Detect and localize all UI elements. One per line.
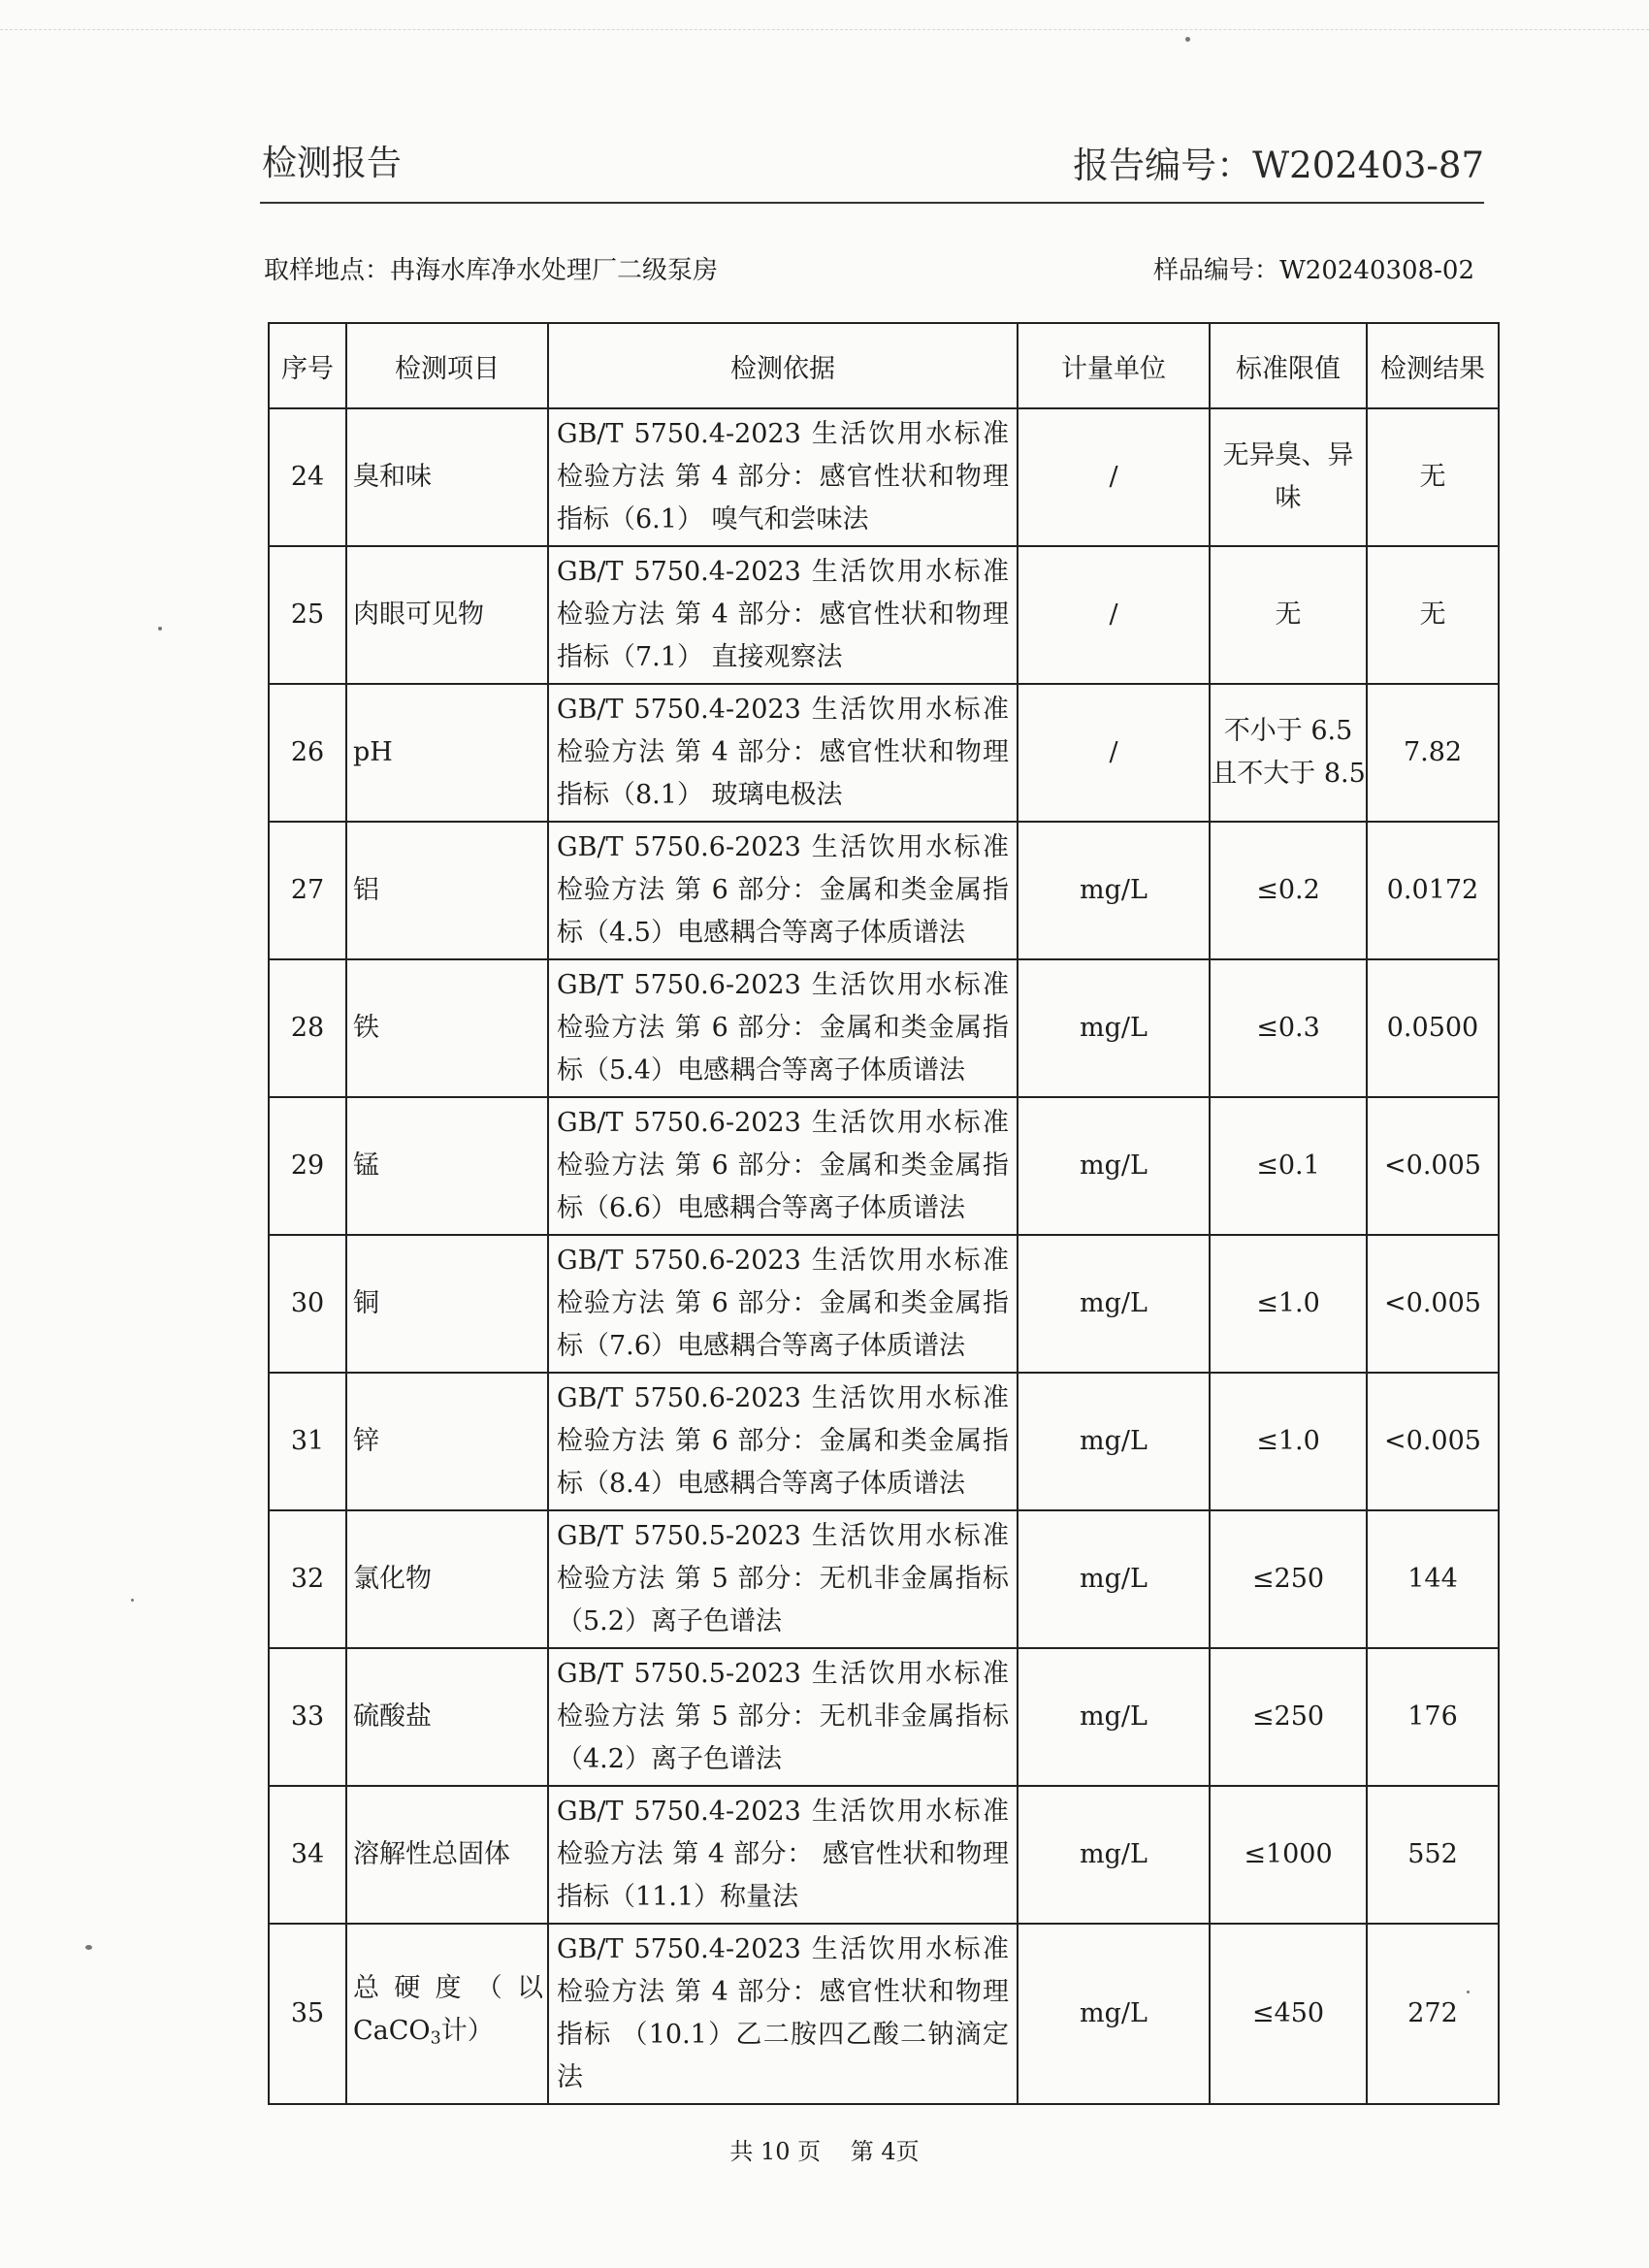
column-header-no: 序号 [269,323,346,408]
test-result: 552 [1367,1786,1499,1924]
unit: mg/L [1018,1648,1210,1786]
test-method: GB/T 5750.5-2023 生活饮用水标准检验方法 第 5 部分：无机非金属指标（4.2）离子色谱法 [548,1648,1018,1786]
row-number: 35 [269,1924,346,2104]
row-number: 26 [269,684,346,822]
unit: mg/L [1018,1373,1210,1510]
table-row [269,1235,1499,1373]
unit: mg/L [1018,1510,1210,1648]
report-number-label: 报告编号： [1073,145,1253,186]
test-item: 锰 [346,1097,548,1235]
test-item: 锌 [346,1373,548,1510]
unit: mg/L [1018,1097,1210,1235]
scan-speck [158,627,162,631]
sampling-location-label: 取样地点： [264,256,391,285]
test-result: 176 [1367,1648,1499,1786]
test-item [346,1924,548,2104]
column-header-result: 检测结果 [1367,323,1499,408]
sample-number [1153,250,1474,286]
sampling-location [264,250,718,286]
test-result: <0.005 [1367,1097,1499,1235]
test-result: 0.0500 [1367,959,1499,1097]
row-number: 34 [269,1786,346,1924]
header-divider [260,202,1484,204]
total-pages: 共 10 页 [729,2138,822,2165]
row-number: 28 [269,959,346,1097]
test-method: GB/T 5750.6-2023 生活饮用水标准检验方法 第 6 部分：金属和类金属指标（5.4）电感耦合等离子体质谱法 [548,959,1018,1097]
scan-speck [1185,37,1190,42]
standard-limit: ≤0.1 [1210,1097,1367,1235]
test-method: GB/T 5750.6-2023 生活饮用水标准检验方法 第 6 部分：金属和类金属指标（6.6）电感耦合等离子体质谱法 [548,1097,1018,1235]
scan-speck [131,1599,134,1602]
column-header-unit: 计量单位 [1018,323,1210,408]
table-row [269,1373,1499,1510]
test-item-prefix: 总硬度（以 CaCO [353,1973,543,2047]
unit: mg/L [1018,959,1210,1097]
standard-limit: ≤250 [1210,1510,1367,1648]
row-number: 30 [269,1235,346,1373]
unit: / [1018,408,1210,546]
unit: / [1018,546,1210,684]
table-row [269,408,1499,546]
test-item: 氯化物 [346,1510,548,1648]
column-header-method: 检测依据 [548,323,1018,408]
scan-speck [1467,1991,1470,1993]
standard-limit: ≤1.0 [1210,1235,1367,1373]
column-header-limit: 标准限值 [1210,323,1367,408]
sample-number-label: 样品编号： [1153,256,1280,285]
test-item: 铁 [346,959,548,1097]
test-item: 溶解性总固体 [346,1786,548,1924]
test-method: GB/T 5750.4-2023 生活饮用水标准检验方法 第 4 部分：感官性状和物理指标 （10.1）乙二胺四乙酸二钠滴定法 [548,1924,1018,2104]
test-item: pH [346,684,548,822]
test-method: GB/T 5750.5-2023 生活饮用水标准检验方法 第 5 部分：无机非金属指标（5.2）离子色谱法 [548,1510,1018,1648]
standard-limit: ≤450 [1210,1924,1367,2104]
table-row [269,1786,1499,1924]
table-row [269,546,1499,684]
report-number [1073,136,1484,188]
document-title: 检测报告 [262,144,403,183]
standard-limit: ≤1.0 [1210,1373,1367,1510]
table-row [269,1924,1499,2104]
test-result: 7.82 [1367,684,1499,822]
test-method: GB/T 5750.6-2023 生活饮用水标准检验方法 第 6 部分：金属和类金属指标（8.4）电感耦合等离子体质谱法 [548,1373,1018,1510]
page-footer [0,2132,1649,2166]
test-method: GB/T 5750.4-2023 生活饮用水标准检验方法 第 4 部分： 感官性状和物理指标（11.1）称量法 [548,1786,1018,1924]
test-method: GB/T 5750.6-2023 生活饮用水标准检验方法 第 6 部分：金属和类金属指标（7.6）电感耦合等离子体质谱法 [548,1235,1018,1373]
current-page: 第 4页 [850,2138,920,2165]
standard-limit: 不小于 6.5 且不大于 8.5 [1210,684,1367,822]
table-row [269,822,1499,959]
row-number: 25 [269,546,346,684]
test-item: 臭和味 [346,408,548,546]
test-result: 无 [1367,546,1499,684]
test-result: <0.005 [1367,1373,1499,1510]
unit: mg/L [1018,1924,1210,2104]
sampling-location-value: 冉海水库净水处理厂二级泵房 [390,256,719,285]
row-number: 27 [269,822,346,959]
sample-number-value: W20240308-02 [1279,256,1474,285]
unit: / [1018,684,1210,822]
test-result: 0.0172 [1367,822,1499,959]
test-item: 铝 [346,822,548,959]
row-number: 24 [269,408,346,546]
row-number: 31 [269,1373,346,1510]
test-result: <0.005 [1367,1235,1499,1373]
test-result: 272 [1367,1924,1499,2104]
table-row [269,1097,1499,1235]
test-item-suffix: 计） [440,2016,494,2047]
test-result: 144 [1367,1510,1499,1648]
test-result: 无 [1367,408,1499,546]
standard-limit: 无 [1210,546,1367,684]
standard-limit: ≤250 [1210,1648,1367,1786]
test-item: 肉眼可见物 [346,546,548,684]
standard-limit: ≤1000 [1210,1786,1367,1924]
table-row [269,684,1499,822]
row-number: 33 [269,1648,346,1786]
standard-limit: 无异臭、异味 [1210,408,1367,546]
table-header-row [269,323,1499,408]
scan-edge-line [0,29,1649,30]
report-number-value: W202403-87 [1252,145,1484,186]
row-number: 29 [269,1097,346,1235]
unit: mg/L [1018,1786,1210,1924]
column-header-item: 检测项目 [346,323,548,408]
table-row [269,1510,1499,1648]
standard-limit: ≤0.2 [1210,822,1367,959]
test-item: 铜 [346,1235,548,1373]
test-method: GB/T 5750.4-2023 生活饮用水标准检验方法 第 4 部分：感官性状和物理指标（7.1） 直接观察法 [548,546,1018,684]
unit: mg/L [1018,1235,1210,1373]
test-item: 硫酸盐 [346,1648,548,1786]
test-method: GB/T 5750.4-2023 生活饮用水标准检验方法 第 4 部分：感官性状和物理指标（6.1） 嗅气和尝味法 [548,408,1018,546]
row-number: 32 [269,1510,346,1648]
table-row [269,959,1499,1097]
standard-limit: ≤0.3 [1210,959,1367,1097]
test-method: GB/T 5750.6-2023 生活饮用水标准检验方法 第 6 部分：金属和类金属指标（4.5）电感耦合等离子体质谱法 [548,822,1018,959]
test-results-table [268,322,1500,2105]
test-method: GB/T 5750.4-2023 生活饮用水标准检验方法 第 4 部分：感官性状和物理指标（8.1） 玻璃电极法 [548,684,1018,822]
test-item-subscript: 3 [430,2028,441,2049]
scan-speck [85,1945,92,1950]
table-row [269,1648,1499,1786]
unit: mg/L [1018,822,1210,959]
